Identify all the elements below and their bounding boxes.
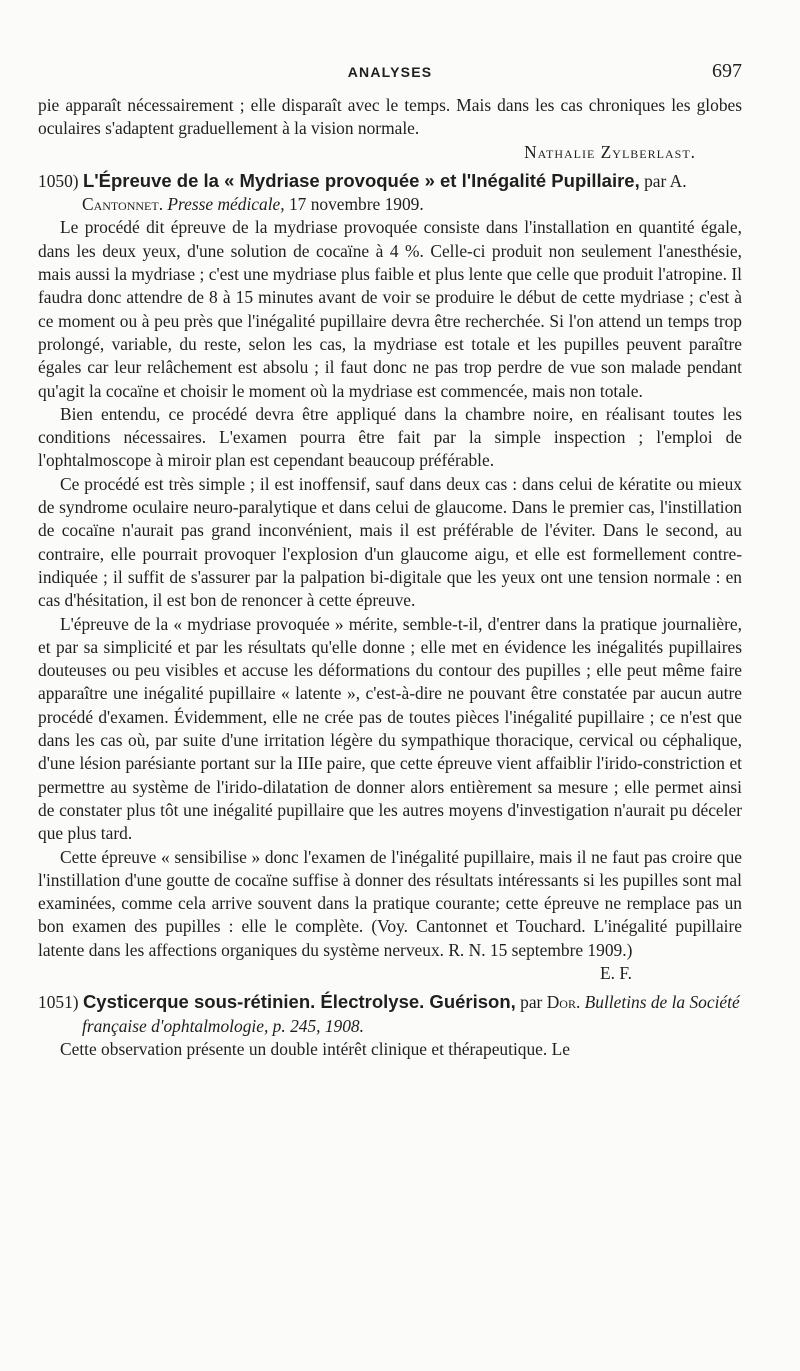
entry-1050-author: Cantonnet. (82, 194, 164, 215)
entry-1051-author: Dor. (546, 992, 581, 1013)
entry-1051-paragraph-1: Cette observation présente un double intérêt clinique et thérapeutique. Le (60, 1038, 570, 1059)
entry-1050-by: par A. (644, 170, 687, 191)
entry-1051-title: Cysticerque sous-rétinien. Électrolyse. Guérison, (82, 991, 516, 1013)
entry-1051-heading (38, 990, 742, 1038)
author-signature: Nathalie Zylberlast. (524, 141, 696, 162)
entry-1051-date: p. 245, 1908. (272, 1015, 364, 1036)
entry-1050-paragraph-4: L'épreuve de la « mydriase provoquée » mérite, semble-t-il, d'entrer dans la pratique journalière, et par sa simplicité et par les résultats qu'elle donne ; elle met en évidence les inégalités pupillaires douteuses ou peu visibles et accuse les déformations du contour des pupilles ; elle peut même faire apparaître une inégalité pupillaire « latente », c'est-à-dire ne pouvant être constatée par aucun autre procédé d'examen. Évidemment, elle ne crée pas de toutes pièces l'inégalité pupillaire ; ce n'est que dans les cas où, par suite d'une irritation légère du sympathique thoracique, cervical ou céphalique, d'une lésion parésiante portant sur la IIIe paire, que cette épreuve vient affaiblir l'irido-constriction et permettre au système de l'irido-dilatation de donner alors entièrement sa mesure ; elle permet ainsi de constater plus tôt une inégalité pupillaire que les autres moyens d'investigation n'aurait pu déceler que plus tard. (38, 613, 742, 844)
entry-1050-journal: Presse médicale, (167, 194, 285, 215)
entry-1050-paragraph-2: Bien entendu, ce procédé devra être appliqué dans la chambre noire, en réalisant toutes les conditions nécessaires. L'examen pourra être fait par la simple inspection ; l'emploi de l'ophtalmoscope à miroir plan est cependant beaucoup préférable. (38, 403, 742, 471)
continuation-paragraph: pie apparaît nécessairement ; elle disparaît avec le temps. Mais dans les cas chroniques les globes oculaires s'adaptent graduellement à la vision normale. (38, 95, 742, 139)
entry-1050-paragraph-5: Cette épreuve « sensibilise » donc l'examen de l'inégalité pupillaire, mais il ne faut pas croire que l'instillation d'une goutte de cocaïne suffise à donner des résultats intéressants si les pupilles sont mal examinées, comme cela arrive souvent dans la pratique courante; cette épreuve ne remplace pas un bon examen des pupilles : elle le complète. (Voy. Cantonnet et Touchard. L'inégalité pupillaire latente dans les affections organiques du système nerveux. R. N. 15 septembre 1909.) (38, 846, 742, 960)
entry-1051-number: 1051) (38, 992, 79, 1013)
entry-1050-heading (38, 169, 742, 217)
entry-1050-title: L'Épreuve de la « Mydriase provoquée » et l'Inégalité Pupillaire, (82, 169, 640, 191)
entry-1050-number: 1050) (38, 170, 79, 191)
entry-1050-paragraph-3: Ce procédé est très simple ; il est inoffensif, sauf dans deux cas : dans celui de kératite ou mieux de syndrome oculaire neuro-paralytique et dans celui de glaucome. Dans le premier cas, l'instillation de cocaïne n'aurait pas grand inconvénient, mais il est préférable de l'éviter. Dans le second, au contraire, elle pourrait provoquer l'explosion d'un glaucome aigu, et elle est formellement contre-indiquée ; il suffit de s'assurer par la palpation bi-digitale que les yeux ont une tension normale : en cas d'hésitation, il est bon de renoncer à cette épreuve. (38, 473, 742, 611)
running-head: ANALYSES (347, 64, 433, 80)
entry-1050-initials: E. F. (600, 962, 632, 983)
entry-1050-paragraph-1: Le procédé dit épreuve de la mydriase provoquée consiste dans l'installation en quantité égale, dans les deux yeux, d'une solution de cocaïne à 4 %. Celle-ci produit non seulement l'anesthésie, mais aussi la mydriase ; c'est une mydriase plus faible et plus lente que celle que produit l'atropine. Il faudra donc attendre de 8 à 15 minutes avant de voir se produire le début de cette mydriase ; c'est à ce moment ou à peu près que l'inégalité pupillaire devra être recherchée. Si l'on attend un temps trop prolongé, variable, du reste, selon les cas, la mydriase est totale et les pupilles peuvent paraître égales car leur relâchement est absolu ; il faut donc ne pas trop perdre de vue son malade pendant qu'agit la cocaïne et choisir le moment où la mydriase est commencée, mais non totale. (38, 217, 742, 401)
page-number: 697 (712, 60, 742, 82)
entry-1050-date: 17 novembre 1909. (288, 194, 424, 215)
entry-1051-journal: Bulletins de la Société française d'ophtalmologie, (82, 992, 740, 1036)
entry-1051-by: par (520, 992, 543, 1013)
page-header (38, 60, 742, 88)
